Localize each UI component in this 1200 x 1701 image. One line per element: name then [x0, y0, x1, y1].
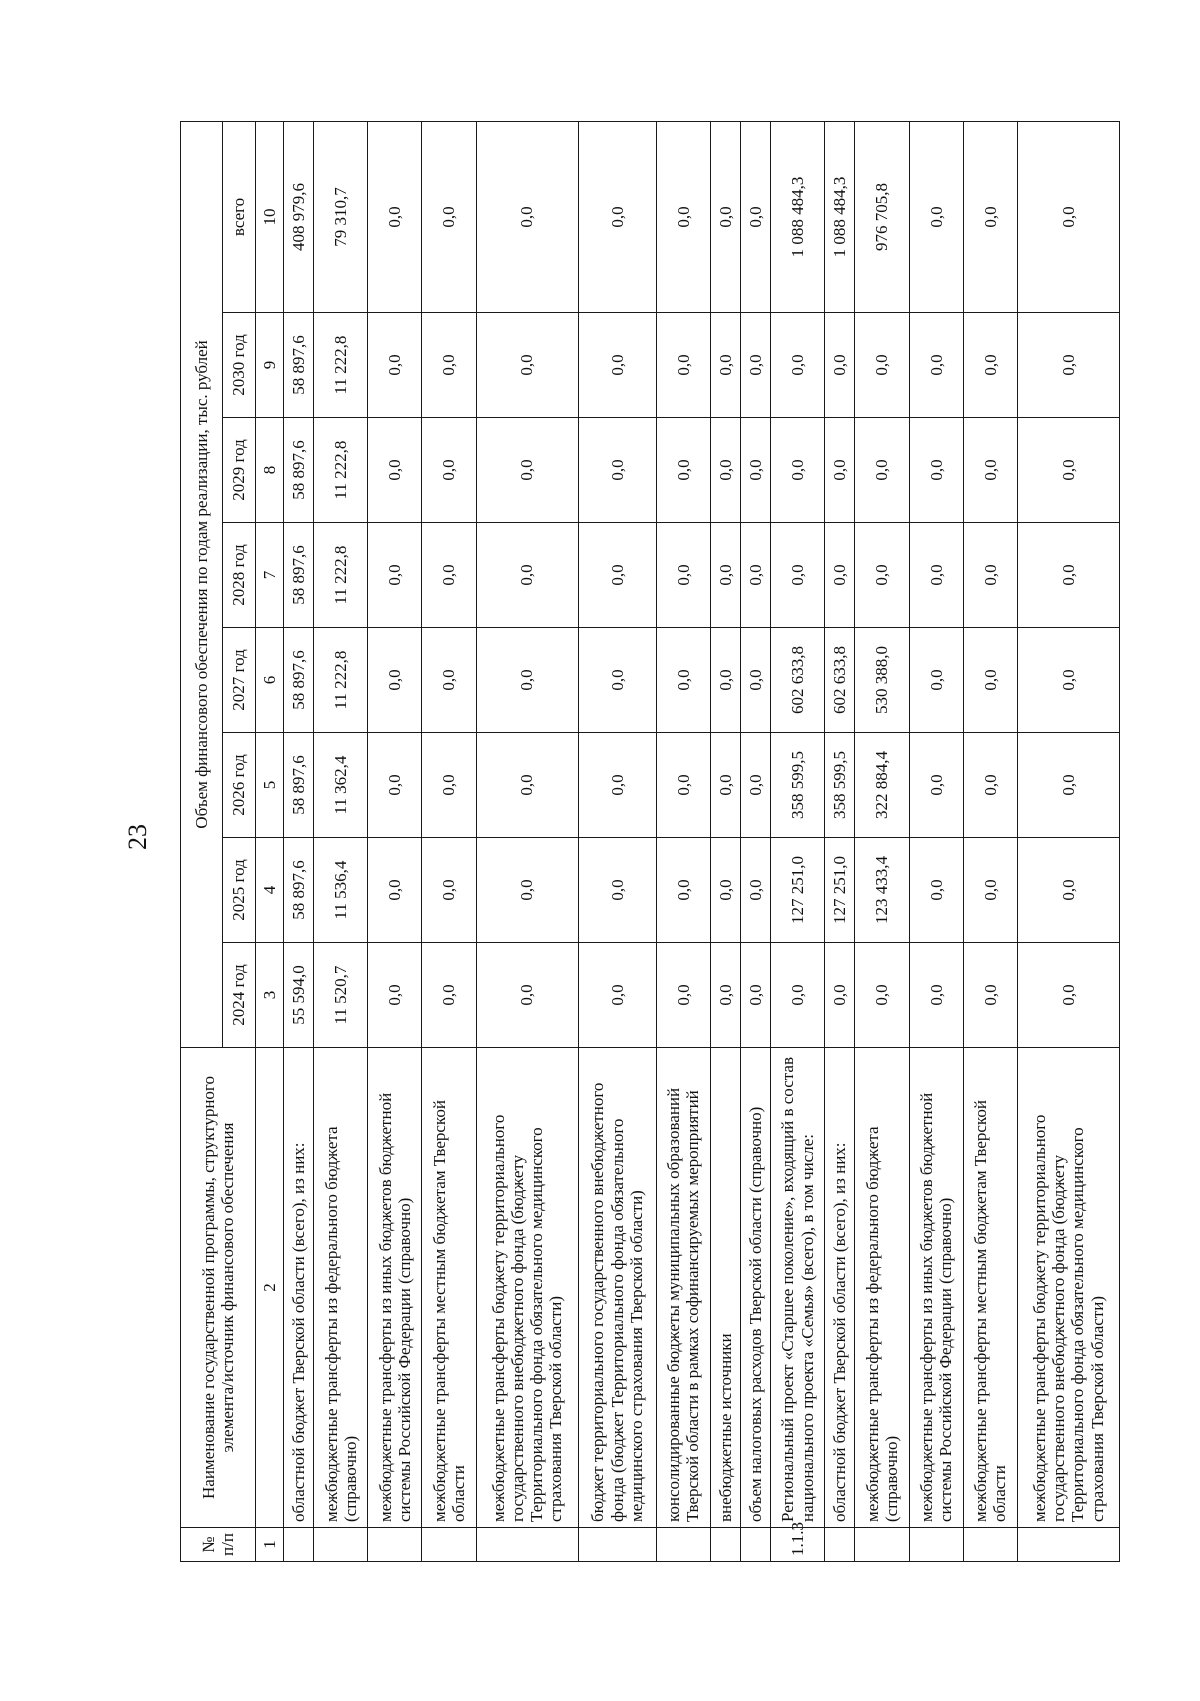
- header-year: 2028 год: [223, 523, 256, 628]
- row-year-value: 0,0: [963, 313, 1017, 418]
- row-year-value: 0,0: [476, 943, 578, 1048]
- row-total-value: 0,0: [368, 121, 422, 312]
- row-year-value: 0,0: [476, 628, 578, 733]
- column-number: 4: [256, 838, 284, 943]
- row-year-value: 0,0: [1017, 943, 1119, 1048]
- page-number: 23: [123, 824, 152, 850]
- row-year-value: 0,0: [422, 313, 476, 418]
- row-year-value: 0,0: [368, 418, 422, 523]
- row-year-value: 0,0: [578, 523, 656, 628]
- row-year-value: 0,0: [368, 628, 422, 733]
- row-year-value: 11 222,8: [314, 523, 368, 628]
- row-total-value: 0,0: [578, 121, 656, 312]
- table-row: [422, 121, 476, 1561]
- column-number: 3: [256, 943, 284, 1048]
- row-year-value: 0,0: [578, 943, 656, 1048]
- row-year-value: 127 251,0: [771, 838, 825, 943]
- table-row: [656, 121, 710, 1561]
- table-row: [710, 121, 740, 1561]
- row-year-value: 0,0: [656, 523, 710, 628]
- row-year-value: 0,0: [368, 943, 422, 1048]
- row-number: [963, 1528, 1017, 1562]
- row-source-name: объем налоговых расходов Тверской области (справочно): [740, 1048, 770, 1528]
- row-year-value: 58 897,6: [284, 628, 314, 733]
- row-year-value: 0,0: [963, 523, 1017, 628]
- row-year-value: 0,0: [578, 838, 656, 943]
- row-year-value: 58 897,6: [284, 523, 314, 628]
- column-number: 6: [256, 628, 284, 733]
- table-row: [855, 121, 909, 1561]
- row-source-name: консолидированные бюджеты муниципальных образований Тверской области в рамках софинансируемых мероприятий: [656, 1048, 710, 1528]
- row-year-value: 0,0: [656, 838, 710, 943]
- row-year-value: 0,0: [368, 838, 422, 943]
- row-year-value: 0,0: [740, 418, 770, 523]
- row-year-value: 0,0: [963, 733, 1017, 838]
- row-year-value: 0,0: [368, 313, 422, 418]
- row-year-value: 0,0: [1017, 418, 1119, 523]
- row-year-value: 0,0: [855, 523, 909, 628]
- row-year-value: 0,0: [578, 418, 656, 523]
- header-year: 2027 год: [223, 628, 256, 733]
- row-year-value: 0,0: [1017, 733, 1119, 838]
- row-year-value: 0,0: [1017, 628, 1119, 733]
- row-number: [825, 1528, 855, 1562]
- row-year-value: 0,0: [1017, 838, 1119, 943]
- row-total-value: 0,0: [656, 121, 710, 312]
- row-year-value: 0,0: [578, 313, 656, 418]
- row-source-name: областной бюджет Тверской области (всего), из них:: [284, 1048, 314, 1528]
- row-year-value: 0,0: [740, 733, 770, 838]
- row-year-value: 58 897,6: [284, 838, 314, 943]
- column-number: 1: [256, 1528, 284, 1562]
- row-total-value: 976 705,8: [855, 121, 909, 312]
- row-year-value: 0,0: [771, 313, 825, 418]
- row-year-value: 0,0: [825, 523, 855, 628]
- row-year-value: 0,0: [740, 943, 770, 1048]
- row-year-value: 123 433,4: [855, 838, 909, 943]
- row-number: [368, 1528, 422, 1562]
- row-number: [314, 1528, 368, 1562]
- column-number: 7: [256, 523, 284, 628]
- row-source-name: межбюджетные трансферты местным бюджетам Тверской области: [963, 1048, 1017, 1528]
- row-year-value: 0,0: [368, 733, 422, 838]
- row-year-value: 11 222,8: [314, 418, 368, 523]
- row-number: [740, 1528, 770, 1562]
- header-year: 2029 год: [223, 418, 256, 523]
- row-year-value: 0,0: [855, 313, 909, 418]
- row-year-value: 0,0: [963, 628, 1017, 733]
- row-year-value: 602 633,8: [825, 628, 855, 733]
- row-year-value: 0,0: [422, 943, 476, 1048]
- row-total-value: 0,0: [422, 121, 476, 312]
- row-source-name: Региональный проект «Старшее поколение», входящий в состав национального проекта «Семья» (всего), в том числе:: [771, 1048, 825, 1528]
- row-number: [710, 1528, 740, 1562]
- row-year-value: 602 633,8: [771, 628, 825, 733]
- row-year-value: 0,0: [710, 313, 740, 418]
- row-year-value: 11 222,8: [314, 628, 368, 733]
- row-year-value: 0,0: [740, 628, 770, 733]
- row-year-value: 0,0: [422, 838, 476, 943]
- row-year-value: 0,0: [909, 733, 963, 838]
- row-year-value: 11 362,4: [314, 733, 368, 838]
- row-year-value: 0,0: [656, 418, 710, 523]
- row-total-value: 0,0: [963, 121, 1017, 312]
- header-total: всего: [223, 121, 256, 312]
- header-year: 2026 год: [223, 733, 256, 838]
- table-row: [368, 121, 422, 1561]
- row-year-value: 11 536,4: [314, 838, 368, 943]
- row-year-value: 0,0: [710, 418, 740, 523]
- row-total-value: 408 979,6: [284, 121, 314, 312]
- column-number: 9: [256, 313, 284, 418]
- row-year-value: 0,0: [1017, 313, 1119, 418]
- row-year-value: 0,0: [422, 523, 476, 628]
- row-year-value: 55 594,0: [284, 943, 314, 1048]
- row-year-value: 0,0: [825, 943, 855, 1048]
- row-year-value: 0,0: [909, 838, 963, 943]
- row-year-value: 0,0: [422, 628, 476, 733]
- row-year-value: 0,0: [909, 628, 963, 733]
- row-number: [476, 1528, 578, 1562]
- header-name: Наименование государственной программы, структурного элемента/источник финансового обеспечения: [181, 1048, 256, 1528]
- row-year-value: 0,0: [476, 838, 578, 943]
- row-number: [656, 1528, 710, 1562]
- row-total-value: 0,0: [476, 121, 578, 312]
- row-year-value: 0,0: [476, 313, 578, 418]
- column-number: 2: [256, 1048, 284, 1528]
- column-number: 10: [256, 121, 284, 312]
- row-source-name: внебюджетные источники: [710, 1048, 740, 1528]
- row-year-value: 0,0: [963, 838, 1017, 943]
- row-total-value: 0,0: [740, 121, 770, 312]
- row-year-value: 0,0: [710, 838, 740, 943]
- row-year-value: 0,0: [656, 733, 710, 838]
- row-year-value: 0,0: [771, 943, 825, 1048]
- row-source-name: межбюджетные трансферты бюджету территориального государственного внебюджетного фонда (бюджету Территориального фонда обязательного медицинского страхования Тверской области): [476, 1048, 578, 1528]
- row-year-value: 0,0: [825, 313, 855, 418]
- row-source-name: межбюджетные трансферты из федерального бюджета (справочно): [855, 1048, 909, 1528]
- column-number: 8: [256, 418, 284, 523]
- row-year-value: 11 520,7: [314, 943, 368, 1048]
- row-year-value: 0,0: [1017, 523, 1119, 628]
- table-row: [578, 121, 656, 1561]
- table-row: [909, 121, 963, 1561]
- row-year-value: 11 222,8: [314, 313, 368, 418]
- table-row: [476, 121, 578, 1561]
- row-year-value: 0,0: [909, 523, 963, 628]
- row-year-value: 0,0: [578, 733, 656, 838]
- row-total-value: 79 310,7: [314, 121, 368, 312]
- row-year-value: 0,0: [855, 418, 909, 523]
- row-year-value: 358 599,5: [771, 733, 825, 838]
- row-year-value: 0,0: [909, 943, 963, 1048]
- row-year-value: 0,0: [422, 418, 476, 523]
- row-source-name: бюджет территориального государственного внебюджетного фонда (бюджет Территориального фонда обязательного медицинского страхования Тверской области): [578, 1048, 656, 1528]
- row-year-value: 0,0: [771, 418, 825, 523]
- row-year-value: 0,0: [909, 313, 963, 418]
- row-year-value: 0,0: [771, 523, 825, 628]
- row-year-value: 127 251,0: [825, 838, 855, 943]
- header-volume: Объем финансового обеспечения по годам реализации, тыс. рублей: [181, 121, 223, 1047]
- row-year-value: 0,0: [578, 628, 656, 733]
- row-year-value: 0,0: [909, 418, 963, 523]
- row-year-value: 0,0: [656, 943, 710, 1048]
- row-number: 1.1.3: [771, 1528, 825, 1562]
- row-total-value: 0,0: [909, 121, 963, 312]
- row-year-value: 0,0: [740, 313, 770, 418]
- table-row: [740, 121, 770, 1561]
- row-year-value: 0,0: [825, 418, 855, 523]
- row-year-value: 322 884,4: [855, 733, 909, 838]
- row-year-value: 0,0: [710, 733, 740, 838]
- header-year: 2030 год: [223, 313, 256, 418]
- row-year-value: 0,0: [740, 523, 770, 628]
- row-total-value: 0,0: [1017, 121, 1119, 312]
- row-year-value: 0,0: [855, 943, 909, 1048]
- row-source-name: межбюджетные трансферты из иных бюджетов бюджетной системы Российской Федерации (справочно): [368, 1048, 422, 1528]
- table-row: [284, 121, 314, 1561]
- row-year-value: 358 599,5: [825, 733, 855, 838]
- table-body: [284, 121, 1120, 1561]
- financing-table: [180, 121, 1120, 1562]
- row-year-value: 58 897,6: [284, 733, 314, 838]
- header-year: 2024 год: [223, 943, 256, 1048]
- row-year-value: 0,0: [656, 313, 710, 418]
- row-year-value: 530 388,0: [855, 628, 909, 733]
- row-year-value: 0,0: [656, 628, 710, 733]
- column-number: 5: [256, 733, 284, 838]
- row-year-value: 0,0: [963, 943, 1017, 1048]
- table-row: [1017, 121, 1119, 1561]
- row-number: [855, 1528, 909, 1562]
- table-row: [963, 121, 1017, 1561]
- row-source-name: межбюджетные трансферты бюджету территориального государственного внебюджетного фонда (бюджету Территориального фонда обязательного медицинского страхования Тверской области): [1017, 1048, 1119, 1528]
- row-total-value: 1 088 484,3: [771, 121, 825, 312]
- row-year-value: 0,0: [476, 523, 578, 628]
- row-source-name: межбюджетные трансферты местным бюджетам Тверской области: [422, 1048, 476, 1528]
- row-year-value: 0,0: [710, 943, 740, 1048]
- row-year-value: 58 897,6: [284, 313, 314, 418]
- row-year-value: 0,0: [476, 733, 578, 838]
- row-year-value: 0,0: [963, 418, 1017, 523]
- row-year-value: 0,0: [710, 628, 740, 733]
- row-number: [578, 1528, 656, 1562]
- header-no: № п/п: [181, 1528, 256, 1562]
- row-year-value: 0,0: [368, 523, 422, 628]
- table-row: [825, 121, 855, 1561]
- row-number: [1017, 1528, 1119, 1562]
- row-total-value: 1 088 484,3: [825, 121, 855, 312]
- row-number: [284, 1528, 314, 1562]
- row-source-name: межбюджетные трансферты из иных бюджетов бюджетной системы Российской Федерации (справочно): [909, 1048, 963, 1528]
- row-year-value: 0,0: [476, 418, 578, 523]
- rotated-table-wrapper: [180, 122, 1120, 1562]
- row-year-value: 0,0: [422, 733, 476, 838]
- row-year-value: 0,0: [740, 838, 770, 943]
- row-year-value: 58 897,6: [284, 418, 314, 523]
- table-row: [314, 121, 368, 1561]
- row-source-name: областной бюджет Тверской области (всего), из них:: [825, 1048, 855, 1528]
- table-row: [771, 121, 825, 1561]
- header-year: 2025 год: [223, 838, 256, 943]
- row-total-value: 0,0: [710, 121, 740, 312]
- row-source-name: межбюджетные трансферты из федерального бюджета (справочно): [314, 1048, 368, 1528]
- row-number: [909, 1528, 963, 1562]
- row-number: [422, 1528, 476, 1562]
- row-year-value: 0,0: [710, 523, 740, 628]
